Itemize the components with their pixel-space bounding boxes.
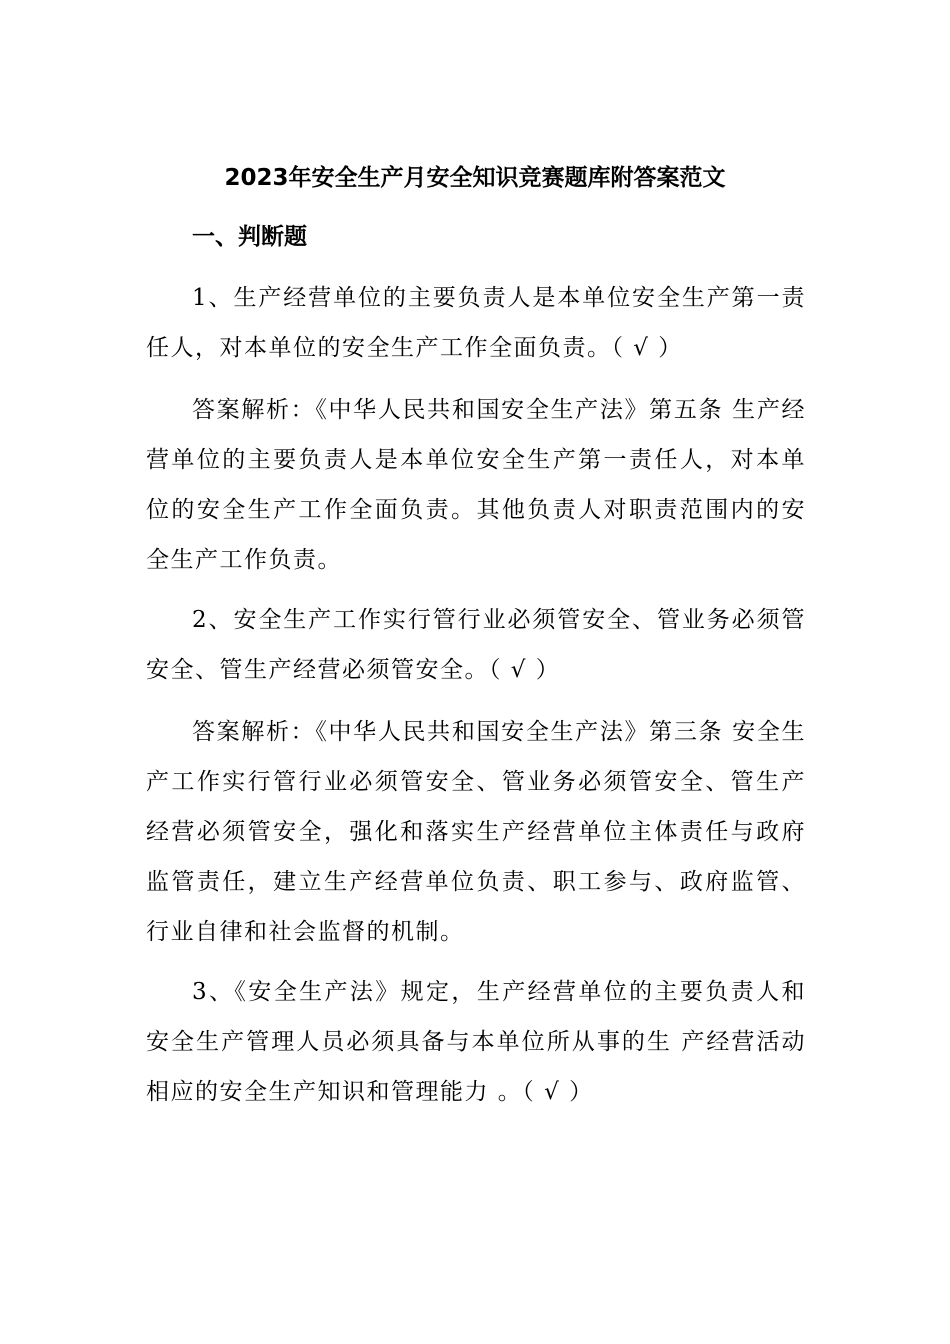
document-title: 2023年安全生产月安全知识竞赛题库附答案范文 <box>224 165 726 191</box>
answer-explanation-1: 答案解析：《中华人民共和国安全生产法》第五条 生产经营单位的主要负责人是本单位安全生产第一责任人，对本单位的安全生产工作全面负责。其他负责人对职责范围内的安全生产工作负责。 <box>146 397 806 573</box>
answer-explanation-2: 答案解析：《中华人民共和国安全生产法》第三条 安全生产工作实行管行业必须管安全、管业务必须管安全、管生产经营必须管安全，强化和落实生产经营单位主体责任与政府监管责任，建立生产经营单位负责、职工参与、政府监管、行业自律和社会监督的机制。 <box>146 719 806 945</box>
question-3: 3、《安全生产法》规定，生产经营单位的主要负责人和安全生产管理人员必须具备与本单位所从事的生 产经营活动相应的安全生产知识和管理能力 。（ √ ） <box>146 979 806 1105</box>
section-heading: 一、判断题 <box>192 224 307 250</box>
question-2: 2、安全生产工作实行管行业必须管安全、管业务必须管安全、管生产经营必须管安全。（ √ ） <box>146 607 806 683</box>
question-1: 1、生产经营单位的主要负责人是本单位安全生产第一责任人，对本单位的安全生产工作全面负责。（ √ ） <box>146 285 806 361</box>
